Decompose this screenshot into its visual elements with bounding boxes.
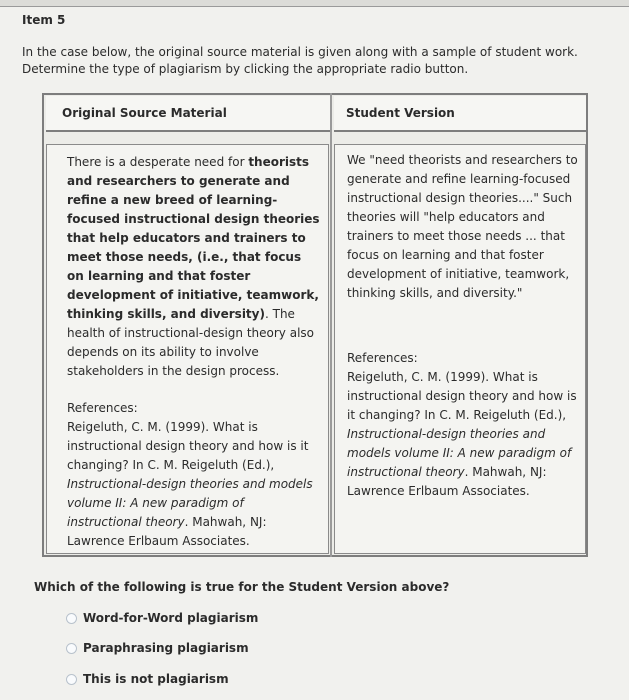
instructions-line-1: In the case below, the original source material is given along with a sample of student work. — [22, 45, 578, 59]
student-ref-publisher: . Mahwah, NJ: Lawrence Erlbaum Associates. — [347, 465, 547, 498]
radio-paraphrasing[interactable] — [66, 643, 77, 654]
original-text-plain-1: There is a desperate need for — [67, 155, 249, 169]
student-ref-title: Instructional-design theories and models volume II: A new paradigm of instructional theory — [347, 427, 572, 479]
option-word-for-word[interactable] — [66, 609, 258, 627]
header-original-source: Original Source Material — [46, 96, 330, 132]
original-references — [67, 399, 320, 551]
option-word-for-word-label: Word-for-Word plagiarism — [83, 611, 259, 625]
original-source-cell — [46, 144, 329, 554]
option-paraphrasing[interactable] — [66, 639, 249, 657]
student-reference-entry — [347, 368, 579, 501]
option-not-plagiarism-label: This is not plagiarism — [83, 672, 229, 686]
original-ref-publisher: . Mahwah, NJ: Lawrence Erlbaum Associates. — [67, 515, 267, 548]
student-version-text: We "need theorists and researchers to generate and refine learning-focused instructional design theories...." Such theories will "help educators and trainers to meet those needs ... that focus on learning and that foster development of initiative, teamwork, thinking skills, and diversity." — [347, 153, 578, 300]
student-version-cell — [334, 144, 586, 554]
option-paraphrasing-label: Paraphrasing plagiarism — [83, 641, 249, 655]
original-text-plain-2: . The health of instructional-design theory also depends on its ability to involve stakeholders in the design process. — [67, 307, 315, 378]
student-references-label: References: — [347, 351, 418, 365]
original-references-label: References: — [67, 401, 138, 415]
student-ref-author: Reigeluth, C. M. (1999). What is instructional design theory and how is it changing? In C. M. Reigeluth (Ed.), — [347, 370, 577, 422]
original-text-bold-1: theorists and researchers to generate and refine a new breed of learning-focused instructional design theories that help educators and trainers to meet those needs, — [67, 155, 320, 264]
table-column-divider — [330, 93, 332, 557]
item-title: Item 5 — [22, 13, 66, 27]
original-ref-title: Instructional-design theories and models volume II: A new paradigm of instructional theory — [67, 477, 313, 529]
option-not-plagiarism[interactable] — [66, 670, 229, 688]
header-student-version: Student Version — [334, 96, 586, 132]
original-ref-author: Reigeluth, C. M. (1999). What is instructional design theory and how is it changing? In C. M. Reigeluth (Ed.), — [67, 420, 309, 472]
radio-word-for-word[interactable] — [66, 613, 77, 624]
instructions-line-2: Determine the type of plagiarism by clicking the appropriate radio button. — [22, 62, 469, 76]
top-divider — [0, 0, 629, 7]
instructions — [22, 44, 617, 78]
original-text-bold-2: (i.e., that focus on learning and that foster development of initiative, teamwork, thinking skills, and diversity) — [67, 250, 319, 321]
radio-not-plagiarism[interactable] — [66, 674, 77, 685]
student-references — [347, 349, 579, 501]
original-source-text — [67, 153, 320, 381]
question-prompt: Which of the following is true for the Student Version above? — [34, 580, 450, 594]
original-reference-entry — [67, 418, 320, 551]
